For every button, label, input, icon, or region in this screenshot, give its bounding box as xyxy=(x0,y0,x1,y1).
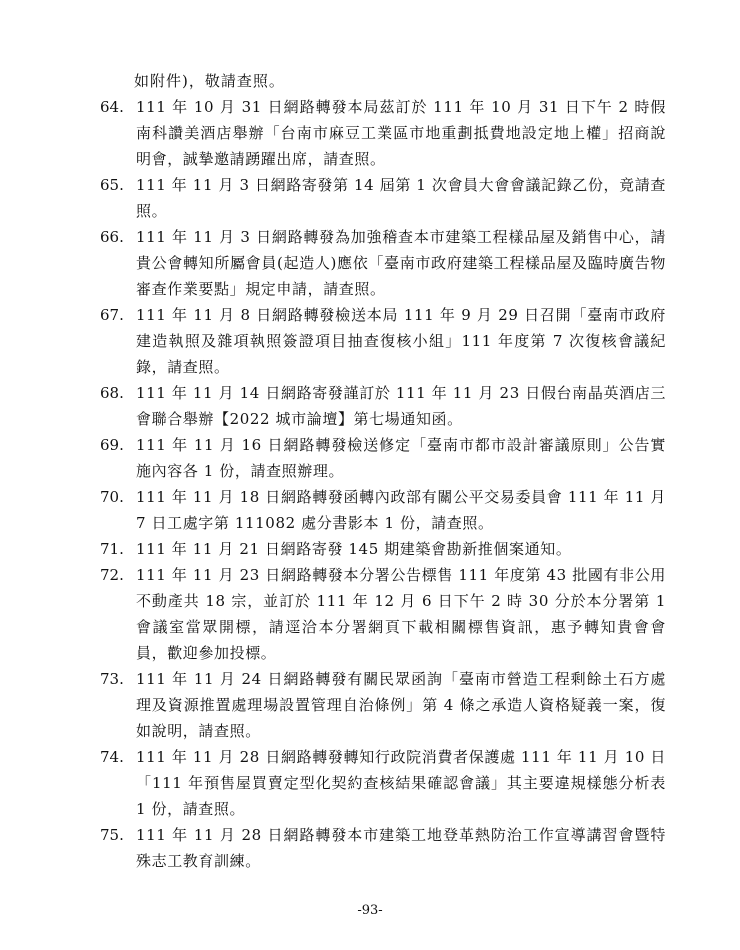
list-item xyxy=(100,94,666,172)
item-number: 73. xyxy=(100,670,124,688)
item-number: 71. xyxy=(100,540,124,558)
list-item xyxy=(100,302,666,380)
item-text: 111 年 11 月 14 日網路寄發謹訂於 111 年 11 月 23 日假台南晶英酒店三會聯合舉辦【2022 城市論壇】第七場通知函。 xyxy=(136,384,666,428)
list-item xyxy=(100,224,666,302)
list-item xyxy=(100,172,666,224)
item-text: 111 年 11 月 8 日網路轉發檢送本局 111 年 9 月 29 日召開「臺南市政府建造執照及雜項執照簽證項目抽查復核小組」111 年度第 7 次復核會議紀錄，請查照。 xyxy=(136,306,666,376)
list-item xyxy=(100,380,666,432)
item-number: 75. xyxy=(100,826,124,844)
continuation-text: 如附件)，敬請查照。 xyxy=(134,72,285,90)
item-text: 111 年 11 月 3 日網路寄發第 14 屆第 1 次會員大會會議記錄乙份，竟請查照。 xyxy=(136,176,666,220)
item-number: 69. xyxy=(100,436,124,454)
list-item xyxy=(100,536,666,562)
item-text: 111 年 11 月 28 日網路轉發轉知行政院消費者保護處 111 年 11 月 10 日「111 年預售屋買賣定型化契約查核結果確認會議」其主要違規樣態分析表 1 份，請查照。 xyxy=(136,748,666,818)
item-text: 111 年 11 月 23 日網路轉發本分署公告標售 111 年度第 43 批國有非公用不動產共 18 宗，並訂於 111 年 12 月 6 日下午 2 時 30 分於本分署第 1 會議室當眾開標，請逕洽本分署網頁下載相關標售資訊，惠予轉知貴會會員，歡迎參加投標。 xyxy=(136,566,666,662)
item-text: 111 年 11 月 21 日網路寄發 145 期建築會勘新推個案通知。 xyxy=(136,540,572,558)
list-item xyxy=(100,562,666,666)
page-number: -93- xyxy=(357,903,383,918)
item-number: 68. xyxy=(100,384,124,402)
item-number: 70. xyxy=(100,488,124,506)
item-text: 111 年 11 月 24 日網路轉發有關民眾函詢「臺南市營造工程剩餘土石方處理及資源推置處理場設置管理自治條例」第 4 條之承造人資格疑義一案，復如說明，請查照。 xyxy=(136,670,666,740)
item-text: 111 年 11 月 16 日網路轉發檢送修定「臺南市都市設計審議原則」公告實施內容各 1 份，請查照辦理。 xyxy=(136,436,666,480)
item-text: 111 年 11 月 3 日網路轉發為加強稽查本市建築工程樣品屋及銷售中心，請貴公會轉知所屬會員(起造人)應依「臺南市政府建築工程樣品屋及臨時廣告物審查作業要點」規定申請，請查照。 xyxy=(136,228,666,298)
list-item xyxy=(100,744,666,822)
item-number: 67. xyxy=(100,306,124,324)
list-item xyxy=(100,666,666,744)
item-text: 111 年 11 月 28 日網路轉發本市建築工地登革熱防治工作宣導講習會暨特殊志工教育訓練。 xyxy=(136,826,666,870)
item-text: 111 年 11 月 18 日網路轉發函轉內政部有關公平交易委員會 111 年 11 月 7 日工處字第 111082 處分書影本 1 份，請查照。 xyxy=(136,488,666,532)
item-list xyxy=(100,94,666,874)
item-number: 66. xyxy=(100,228,124,246)
list-item xyxy=(100,432,666,484)
item-number: 64. xyxy=(100,98,124,116)
item-number: 74. xyxy=(100,748,124,766)
list-item xyxy=(100,822,666,874)
list-item xyxy=(100,484,666,536)
item-number: 72. xyxy=(100,566,124,584)
item-number: 65. xyxy=(100,176,124,194)
item-text: 111 年 10 月 31 日網路轉發本局茲訂於 111 年 10 月 31 日下午 2 時假南科讚美酒店舉辦「台南市麻豆工業區市地重劃抵費地設定地上權」招商說明會，誠摯邀請踴躍出席，請查照。 xyxy=(136,98,666,168)
